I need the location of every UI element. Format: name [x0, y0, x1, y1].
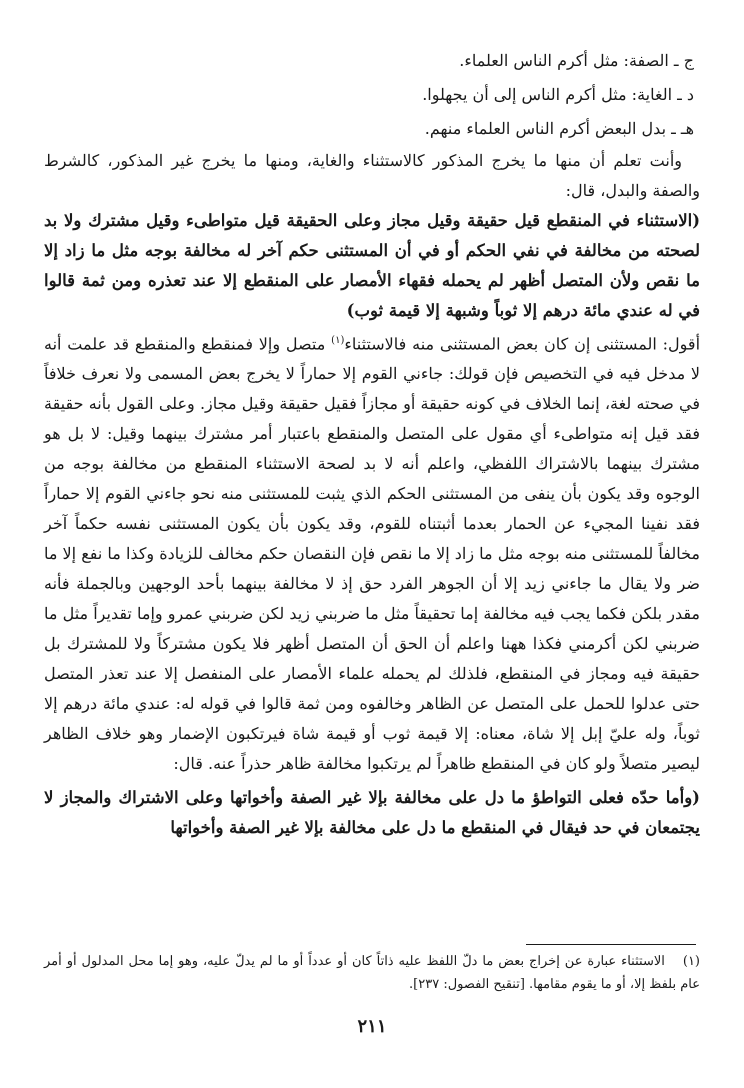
list-item-ghaya: د ـ الغاية: مثل أكرم الناس إلى أن يجهلوا.: [422, 85, 694, 104]
sharh-text-b: متصل وإلا فمنقطع والمنقطع قد علمت أنه لا مدخل فيه في التخصيص فإن قولك: جاءني القوم إلا حماراً لا يخرج بعض المسمى ولا نعرف خلافاً في صحته لغة، إنما الخلاف في كونه حقيقة أو مجازاً فقيل حقيقة وقيل مجاز. وعلى القول بأنه حقيقة فقد قيل إنه متواطىء أي مقول على المتصل والمنقطع باعتبار أمر مشترك بينهما وقيل: لا بل هو مشترك بينهما بالاشتراك اللفظي، واعلم أنه لا بد لصحة الاستثناء المنقطع من مخالفة بوجه من الوجوه وقد يكون بأن ينفى من المستثنى الحكم الذي يثبت للمستثنى منه نحو جاءني القوم إلا حماراً فقد نفينا المجيء عن الحمار بعدما أثبتناه للقوم، وقد يكون بأن يكون المستثنى نفسه حكماً آخر مخالفاً للمستثنى منه بوجه مثل ما زاد إلا ما نقص فإن النقصان حكم مخالف للزيادة وكذا ما نفع إلا ما ضر ولا يقال ما جاءني زيد إلا أن الجوهر الفرد حق إذ لا مخالفة بينهما بأحد الوجهين وبالجملة فأنه مقدر بلكن فكما يجب فيه مخالفة إما تحقيقاً مثل ما ضربني زيد لكن ضربني عمرو وإما تقديراً مثل ما ضربني لكن أكرمني فكذا ههنا واعلم أن الحق أن المتصل أظهر فلا يكون مشتركاً ولا للمشترك بل حقيقة فيه ومجاز في المنقطع، فلذلك لم يحمله علماء الأمصار على المنفصل إلا عند تعذر المتصل حتى عدلوا للحمل على المتصل عن الظاهر وخالفوه ومن ثمة قالوا في قوله له: عندي مائة درهم إلا ثوباً، وله عليّ إبل إلا شاة، معناه: إلا قيمة ثوب أو قيمة شاة فيرتكبون الإضمار وهو خلاف الظاهر ليصير متصلاً ولو كان في المنقطع ظاهراً لم يرتكبوا مخالفة ظاهر حذراً عنه.: [44, 334, 701, 774]
matn-paragraph-1: (الاستثناء في المنقطع قيل حقيقة وقيل مجاز وعلى الحقيقة قيل متواطىء وقيل مشترك ولا بد لصحته من مخالفة في نفي الحكم أو في أن المستثنى حكم آخر له مخالفة بوجه مثل ما زاد إلا ما نقص ولأن المتصل أظهر لم يحمله فقهاء الأمصار على المنقطع إلا عند تعذره ومن ثمة قالوا في له عندي مائة درهم إلا ثوباً وشبهة إلا قيمة ثوب): [44, 211, 700, 320]
sharh-paragraph: [44, 326, 700, 779]
intro-paragraph: وأنت تعلم أن منها ما يخرج المذكور كالاستثناء والغاية، ومنها ما يخرج غير المذكور، كالشرط والصفة والبدل، قال:: [44, 151, 700, 200]
page-number: ٢١١: [357, 1016, 387, 1037]
matn-paragraph-2: (وأما حدّه فعلى التواطؤ ما دل على مخالفة بإلا غير الصفة وأخواتها وعلى الاشتراك والمجاز لا يجتمعان في حد فيقال في المنقطع ما دل على مخالفة بإلا غير الصفة وأخواتها: [44, 788, 700, 838]
footnote-divider: [526, 944, 696, 945]
sharh-lead: أقول:: [662, 334, 701, 354]
list-item-badal: هـ ـ بدل البعض أكرم الناس العلماء منهم.: [424, 119, 694, 138]
footnote: [44, 950, 700, 996]
footnote-reference[interactable]: (١): [331, 335, 345, 346]
list-item-sifa: ج ـ الصفة: مثل أكرم الناس العلماء.: [459, 51, 694, 70]
sharh-text-a: المستثنى إن كان بعض المستثنى منه فالاستثناء: [344, 334, 657, 354]
footnote-number: (١): [682, 954, 700, 969]
footnote-text: الاستثناء عبارة عن إخراج بعض ما دلّ اللفظ عليه ذاتاً كان أو عدداً أو ما لم يدلّ عليه، وهو إما محل المدلول أو أمر عام بلفظ إلا، أو ما يقوم مقامها. [تنقيح الفصول: ٢٣٧].: [44, 954, 700, 992]
qal-label: قال:: [173, 754, 203, 774]
